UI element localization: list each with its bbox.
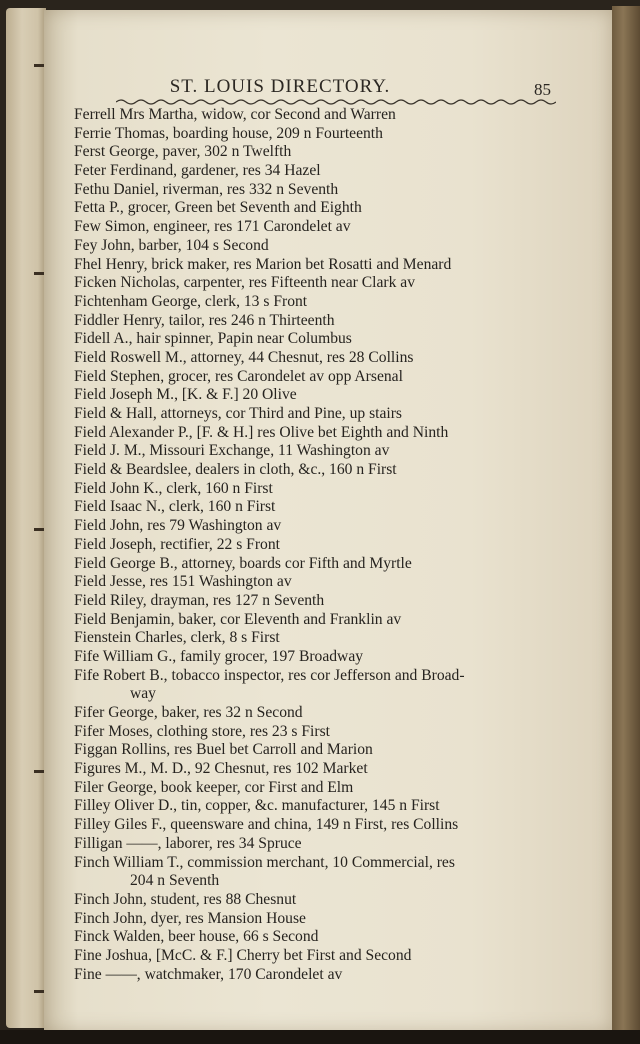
directory-entry: Field Joseph M., [K. & F.] 20 Olive [74, 386, 297, 404]
directory-entry: Fife Robert B., tobacco inspector, res cor Jefferson and Broad- [74, 666, 465, 684]
directory-entry: Fethu Daniel, riverman, res 332 n Seventh [74, 180, 339, 198]
directory-entry: Field Roswell M., attorney, 44 Chesnut, res 28 Collins [74, 348, 414, 366]
directory-entry: Filer George, book keeper, cor First and Elm [74, 778, 354, 796]
directory-entry: Field John K., clerk, 160 n First [74, 479, 273, 497]
directory-entry: Fichtenham George, clerk, 13 s Front [74, 292, 308, 310]
page-title: ST. LOUIS DIRECTORY. [169, 76, 391, 97]
directory-entry: Fetta P., grocer, Green bet Seventh and Eighth [74, 199, 362, 217]
directory-entry-continuation: way [130, 685, 156, 703]
directory-entry: Fife William G., family grocer, 197 Broadway [74, 647, 364, 665]
directory-entry: Finck Walden, beer house, 66 s Second [74, 928, 319, 946]
directory-entry: Ferrie Thomas, boarding house, 209 n Fourteenth [74, 124, 383, 142]
directory-entry: Feter Ferdinand, gardener, res 34 Hazel [74, 162, 321, 180]
directory-entry: Figgan Rollins, res Buel bet Carroll and Marion [74, 741, 373, 759]
directory-entry: Ficken Nicholas, carpenter, res Fifteenth near Clark av [74, 274, 416, 292]
directory-entry: Finch John, dyer, res Mansion House [74, 909, 306, 927]
directory-entry: Field & Hall, attorneys, cor Third and Pine, up stairs [74, 405, 402, 422]
directory-entry: Finch John, student, res 88 Chesnut [74, 890, 297, 908]
directory-entries [74, 106, 564, 984]
directory-entry: Fine ——, watchmaker, 170 Carondelet av [74, 965, 343, 983]
directory-entry: Fifer George, baker, res 32 n Second [74, 704, 303, 721]
directory-entry: Field Riley, drayman, res 127 n Seventh [74, 591, 325, 609]
directory-entry: Field George B., attorney, boards cor Fifth and Myrtle [74, 554, 412, 572]
directory-entry: Filligan ——, laborer, res 34 Spruce [74, 834, 302, 852]
directory-entry: Figures M., M. D., 92 Chesnut, res 102 Market [74, 760, 368, 778]
directory-entry: Fidell A., hair spinner, Papin near Columbus [74, 330, 352, 348]
directory-entry: Ferrell Mrs Martha, widow, cor Second and Warren [74, 106, 396, 123]
directory-entry: Filley Giles F., queensware and china, 149 n First, res Collins [74, 816, 459, 834]
directory-entry: Field Alexander P., [F. & H.] res Olive bet Eighth and Ninth [74, 423, 449, 441]
directory-entry: Field Joseph, rectifier, 22 s Front [74, 535, 280, 553]
directory-entry: Fhel Henry, brick maker, res Marion bet Rosatti and Menard [74, 255, 452, 273]
directory-entry: Fey John, barber, 104 s Second [74, 236, 269, 254]
directory-entry: Fiddler Henry, tailor, res 246 n Thirteenth [74, 311, 335, 329]
page-number: 85 [534, 80, 551, 99]
directory-entry: Field Isaac N., clerk, 160 n First [74, 498, 276, 516]
book-spine [6, 8, 46, 1028]
directory-entry: Field Benjamin, baker, cor Eleventh and Franklin av [74, 610, 402, 628]
page-edge-shadow [612, 6, 640, 1036]
directory-entry: Ferst George, paver, 302 n Twelfth [74, 143, 292, 161]
directory-entry: Field John, res 79 Washington av [74, 517, 282, 535]
directory-entry: Fienstein Charles, clerk, 8 s First [74, 629, 280, 647]
directory-entry: Field Jesse, res 151 Washington av [74, 573, 292, 591]
directory-entry: Filley Oliver D., tin, copper, &c. manufacturer, 145 n First [74, 797, 440, 815]
directory-entry: Field J. M., Missouri Exchange, 11 Washington av [74, 442, 390, 460]
directory-entry: Fine Joshua, [McC. & F.] Cherry bet First and Second [74, 946, 412, 964]
scan-bottom-border [0, 1030, 640, 1044]
directory-entry: Field & Beardslee, dealers in cloth, &c., 160 n First [74, 461, 397, 479]
directory-entry-continuation: 204 n Seventh [130, 872, 220, 890]
directory-entry: Fifer Moses, clothing store, res 23 s First [74, 722, 330, 740]
directory-entry: Few Simon, engineer, res 171 Carondelet av [74, 218, 351, 236]
directory-entry: Field Stephen, grocer, res Carondelet av opp Arsenal [74, 367, 403, 385]
directory-entry: Finch William T., commission merchant, 10 Commercial, res [74, 853, 455, 871]
